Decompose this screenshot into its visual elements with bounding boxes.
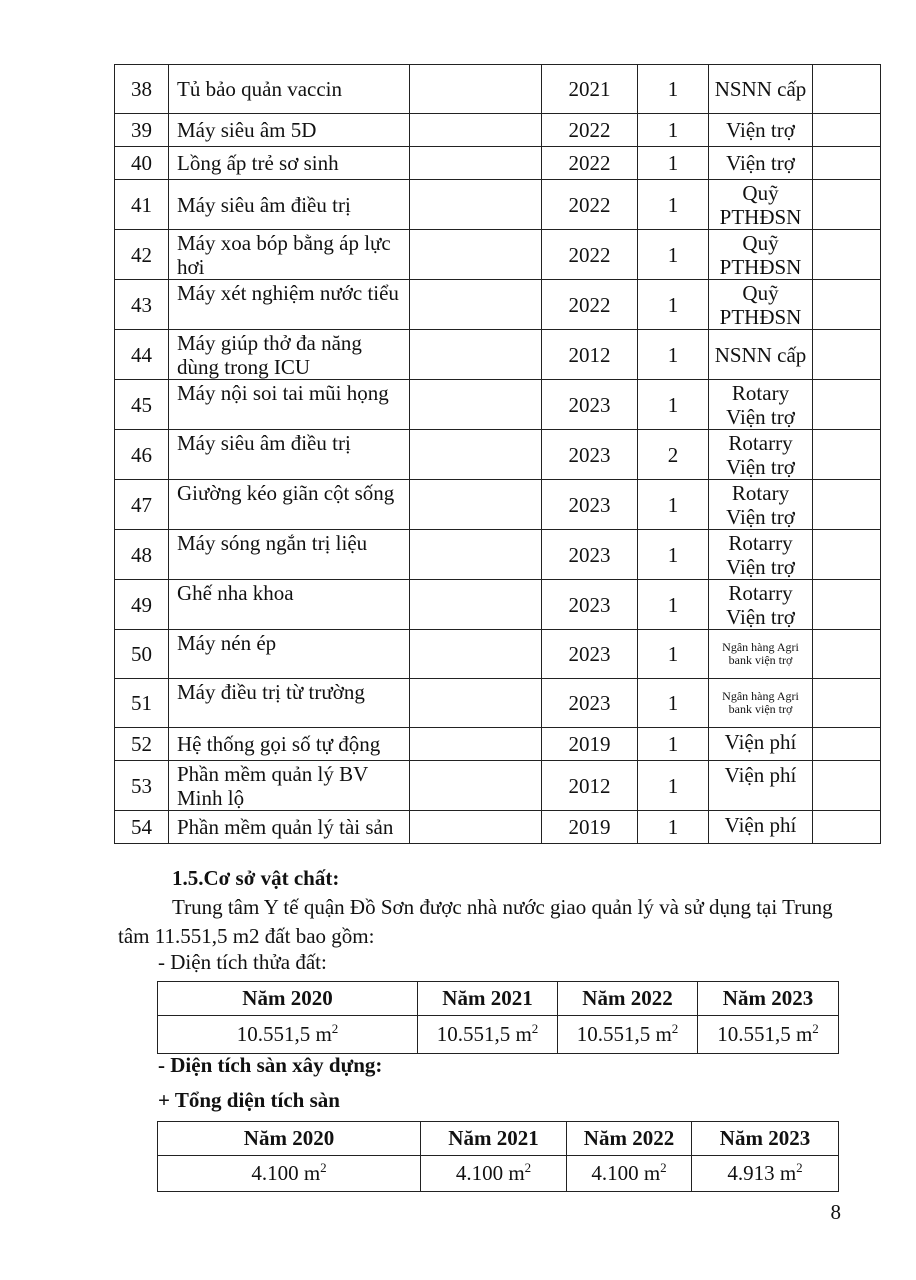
row-number: 46 xyxy=(115,430,169,480)
row-number: 40 xyxy=(115,147,169,180)
empty-cell xyxy=(410,580,542,630)
area-value-cell xyxy=(418,1016,558,1054)
equipment-quantity: 1 xyxy=(638,728,709,761)
column-header: Năm 2023 xyxy=(692,1122,839,1156)
table-row xyxy=(115,114,881,147)
area-value-cell xyxy=(158,1016,418,1054)
equipment-year: 2023 xyxy=(542,480,638,530)
column-header: Năm 2022 xyxy=(567,1122,692,1156)
area-value-cell xyxy=(421,1156,567,1192)
table-row xyxy=(115,430,881,480)
equipment-quantity: 1 xyxy=(638,630,709,679)
table-header-row xyxy=(158,1122,839,1156)
empty-cell xyxy=(813,65,881,114)
funding-source: Viện phí xyxy=(709,728,813,761)
equipment-quantity: 2 xyxy=(638,430,709,480)
unit-exponent: 2 xyxy=(320,1160,327,1175)
equipment-year: 2022 xyxy=(542,114,638,147)
area-value: 10.551,5 m xyxy=(576,1022,672,1046)
column-header: Năm 2020 xyxy=(158,1122,421,1156)
empty-cell xyxy=(410,761,542,811)
row-number: 53 xyxy=(115,761,169,811)
equipment-year: 2019 xyxy=(542,728,638,761)
equipment-name: Giường kéo giãn cột sống xyxy=(169,480,410,530)
empty-cell xyxy=(410,180,542,230)
table-row xyxy=(115,761,881,811)
land-area-table xyxy=(157,981,839,1054)
table-row xyxy=(115,230,881,280)
empty-cell xyxy=(813,230,881,280)
land-area-label: - Diện tích thửa đất: xyxy=(158,950,327,974)
table-row xyxy=(115,330,881,380)
empty-cell xyxy=(813,380,881,430)
equipment-name: Máy siêu âm điều trị xyxy=(169,430,410,480)
equipment-quantity: 1 xyxy=(638,480,709,530)
table-row xyxy=(115,380,881,430)
area-value: 4.100 m xyxy=(251,1161,321,1185)
row-number: 39 xyxy=(115,114,169,147)
row-number: 48 xyxy=(115,530,169,580)
area-value: 4.913 m xyxy=(727,1161,797,1185)
empty-cell xyxy=(410,811,542,844)
total-floor-area-label: + Tổng diện tích sàn xyxy=(158,1088,340,1112)
empty-cell xyxy=(410,330,542,380)
area-value-cell xyxy=(692,1156,839,1192)
row-number: 54 xyxy=(115,811,169,844)
row-number: 50 xyxy=(115,630,169,679)
row-number: 51 xyxy=(115,679,169,728)
empty-cell xyxy=(410,230,542,280)
row-number: 38 xyxy=(115,65,169,114)
funding-source: NSNN cấp xyxy=(709,65,813,114)
equipment-quantity: 1 xyxy=(638,65,709,114)
funding-source: NSNN cấp xyxy=(709,330,813,380)
empty-cell xyxy=(410,679,542,728)
empty-cell xyxy=(813,728,881,761)
unit-exponent: 2 xyxy=(531,1021,539,1036)
area-value: 10.551,5 m xyxy=(436,1022,532,1046)
equipment-quantity: 1 xyxy=(638,280,709,330)
empty-cell xyxy=(410,480,542,530)
funding-source: Quỹ PTHĐSN xyxy=(709,230,813,280)
funding-source: Viện trợ xyxy=(709,114,813,147)
equipment-year: 2023 xyxy=(542,380,638,430)
equipment-year: 2012 xyxy=(542,330,638,380)
equipment-name: Máy siêu âm 5D xyxy=(169,114,410,147)
equipment-year: 2012 xyxy=(542,761,638,811)
funding-source: Quỹ PTHĐSN xyxy=(709,280,813,330)
empty-cell xyxy=(813,630,881,679)
equipment-quantity: 1 xyxy=(638,114,709,147)
column-header: Năm 2021 xyxy=(421,1122,567,1156)
equipment-name: Máy nén ép xyxy=(169,630,410,679)
column-header: Năm 2020 xyxy=(158,982,418,1016)
table-row xyxy=(115,630,881,679)
empty-cell xyxy=(410,114,542,147)
area-value-cell xyxy=(698,1016,839,1054)
equipment-quantity: 1 xyxy=(638,811,709,844)
equipment-name: Máy xét nghiệm nước tiểu xyxy=(169,280,410,330)
area-value-cell xyxy=(158,1156,421,1192)
equipment-year: 2021 xyxy=(542,65,638,114)
funding-source: Ngân hàng Agri bank viện trợ xyxy=(709,630,813,679)
section-heading: 1.5.Cơ sở vật chất: xyxy=(172,866,340,890)
table-row xyxy=(115,811,881,844)
equipment-name: Máy siêu âm điều trị xyxy=(169,180,410,230)
equipment-name: Hệ thống gọi số tự động xyxy=(169,728,410,761)
table-row xyxy=(115,180,881,230)
funding-source: Rotarry Viện trợ xyxy=(709,530,813,580)
equipment-quantity: 1 xyxy=(638,380,709,430)
funding-source: Rotarry Viện trợ xyxy=(709,580,813,630)
empty-cell xyxy=(813,147,881,180)
column-header: Năm 2023 xyxy=(698,982,839,1016)
unit-exponent: 2 xyxy=(812,1021,819,1036)
empty-cell xyxy=(813,430,881,480)
table-row xyxy=(115,65,881,114)
equipment-name: Máy nội soi tai mũi họng xyxy=(169,380,410,430)
row-number: 42 xyxy=(115,230,169,280)
empty-cell xyxy=(813,330,881,380)
table-row xyxy=(115,679,881,728)
equipment-year: 2023 xyxy=(542,530,638,580)
area-value-cell xyxy=(567,1156,692,1192)
equipment-year: 2022 xyxy=(542,180,638,230)
section-paragraph-line-2: tâm 11.551,5 m2 đất bao gồm: xyxy=(118,924,375,948)
funding-source: Viện trợ xyxy=(709,147,813,180)
area-value: 10.551,5 m xyxy=(236,1022,332,1046)
funding-source: Viện phí xyxy=(709,811,813,844)
row-number: 43 xyxy=(115,280,169,330)
equipment-quantity: 1 xyxy=(638,679,709,728)
equipment-quantity: 1 xyxy=(638,230,709,280)
equipment-name: Phần mềm quản lý tài sản xyxy=(169,811,410,844)
empty-cell xyxy=(410,380,542,430)
area-value: 10.551,5 m xyxy=(717,1022,813,1046)
unit-exponent: 2 xyxy=(524,1160,532,1175)
row-number: 52 xyxy=(115,728,169,761)
equipment-name: Máy xoa bóp bằng áp lực hơi xyxy=(169,230,410,280)
floor-area-table xyxy=(157,1121,839,1192)
unit-exponent: 2 xyxy=(660,1160,667,1175)
table-row xyxy=(115,147,881,180)
equipment-year: 2023 xyxy=(542,580,638,630)
empty-cell xyxy=(813,530,881,580)
area-value: 4.100 m xyxy=(455,1161,525,1185)
empty-cell xyxy=(410,630,542,679)
table-row xyxy=(115,480,881,530)
area-value: 4.100 m xyxy=(591,1161,661,1185)
row-number: 44 xyxy=(115,330,169,380)
empty-cell xyxy=(410,728,542,761)
empty-cell xyxy=(410,65,542,114)
empty-cell xyxy=(813,114,881,147)
column-header: Năm 2021 xyxy=(418,982,558,1016)
equipment-year: 2022 xyxy=(542,230,638,280)
equipment-name: Máy giúp thở đa năng dùng trong ICU xyxy=(169,330,410,380)
equipment-table xyxy=(114,64,881,844)
section-paragraph-line-1: Trung tâm Y tế quận Đồ Sơn được nhà nước giao quản lý và sử dụng tại Trung xyxy=(172,895,833,919)
funding-source: Ngân hàng Agri bank viện trợ xyxy=(709,679,813,728)
equipment-year: 2019 xyxy=(542,811,638,844)
equipment-name: Lồng ấp trẻ sơ sinh xyxy=(169,147,410,180)
floor-area-label: - Diện tích sàn xây dựng: xyxy=(158,1053,383,1077)
row-number: 45 xyxy=(115,380,169,430)
column-header: Năm 2022 xyxy=(558,982,698,1016)
table-row xyxy=(115,728,881,761)
table-row xyxy=(115,530,881,580)
unit-exponent: 2 xyxy=(331,1021,339,1036)
equipment-year: 2022 xyxy=(542,147,638,180)
empty-cell xyxy=(813,280,881,330)
table-row xyxy=(115,280,881,330)
row-number: 41 xyxy=(115,180,169,230)
area-value-cell xyxy=(558,1016,698,1054)
empty-cell xyxy=(410,280,542,330)
equipment-name: Máy sóng ngắn trị liệu xyxy=(169,530,410,580)
empty-cell xyxy=(813,580,881,630)
equipment-quantity: 1 xyxy=(638,761,709,811)
funding-source: Rotarry Viện trợ xyxy=(709,430,813,480)
equipment-year: 2023 xyxy=(542,630,638,679)
table-row xyxy=(158,1016,839,1054)
empty-cell xyxy=(410,430,542,480)
empty-cell xyxy=(813,480,881,530)
equipment-quantity: 1 xyxy=(638,580,709,630)
equipment-year: 2023 xyxy=(542,679,638,728)
equipment-name: Ghế nha khoa xyxy=(169,580,410,630)
unit-exponent: 2 xyxy=(796,1160,803,1175)
equipment-quantity: 1 xyxy=(638,330,709,380)
page-number: 8 xyxy=(830,1200,841,1224)
equipment-quantity: 1 xyxy=(638,147,709,180)
row-number: 49 xyxy=(115,580,169,630)
empty-cell xyxy=(813,811,881,844)
empty-cell xyxy=(410,147,542,180)
equipment-name: Máy điều trị từ trường xyxy=(169,679,410,728)
funding-source: Rotary Viện trợ xyxy=(709,480,813,530)
equipment-quantity: 1 xyxy=(638,180,709,230)
equipment-quantity: 1 xyxy=(638,530,709,580)
table-row xyxy=(115,580,881,630)
equipment-name: Tủ bảo quản vaccin xyxy=(169,65,410,114)
empty-cell xyxy=(410,530,542,580)
row-number: 47 xyxy=(115,480,169,530)
funding-source: Viện phí xyxy=(709,761,813,811)
empty-cell xyxy=(813,679,881,728)
funding-source: Quỹ PTHĐSN xyxy=(709,180,813,230)
table-row xyxy=(158,1156,839,1192)
equipment-year: 2023 xyxy=(542,430,638,480)
empty-cell xyxy=(813,180,881,230)
equipment-year: 2022 xyxy=(542,280,638,330)
table-header-row xyxy=(158,982,839,1016)
equipment-name: Phần mềm quản lý BV Minh lộ xyxy=(169,761,410,811)
unit-exponent: 2 xyxy=(671,1021,679,1036)
empty-cell xyxy=(813,761,881,811)
funding-source: Rotary Viện trợ xyxy=(709,380,813,430)
